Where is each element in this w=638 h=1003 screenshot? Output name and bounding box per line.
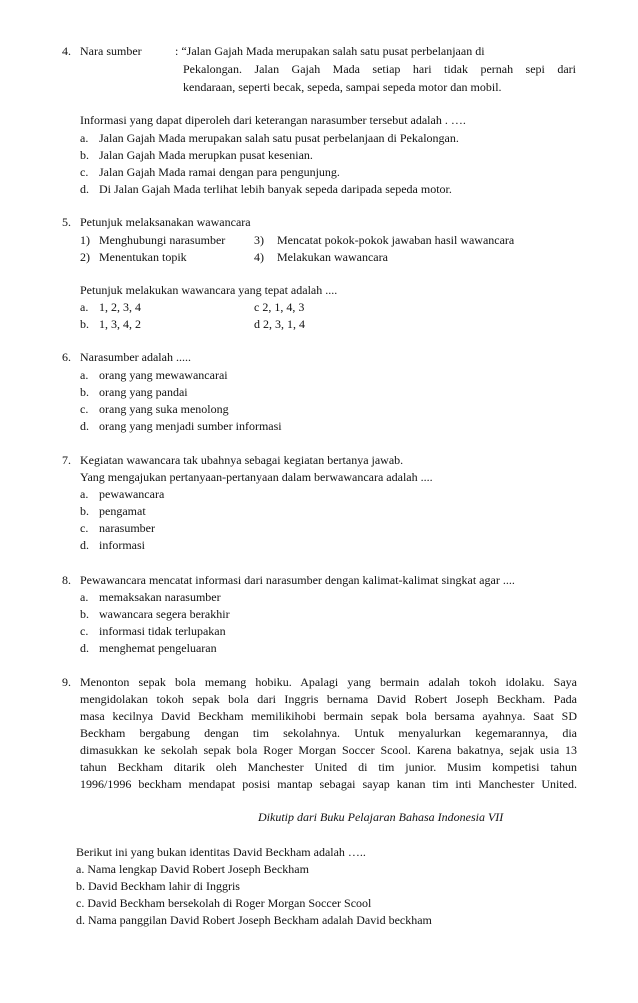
option-text: 1, 2, 3, 4: [99, 300, 141, 314]
question-intro: Petunjuk melaksanakan wawancara: [80, 215, 251, 229]
option-text: b. David Beckham lahir di Inggris: [76, 879, 240, 893]
option-text: memaksakan narasumber: [99, 590, 221, 604]
step-number: 1): [80, 233, 90, 247]
question-number: 4.: [62, 44, 71, 58]
question-number: 5.: [62, 215, 71, 229]
option-text: orang yang suka menolong: [99, 402, 229, 416]
option-text: Jalan Gajah Mada merupkan pusat kesenian.: [99, 148, 313, 162]
quote-line: : “Jalan Gajah Mada merupakan salah satu pusat perbelanjaan di: [175, 44, 485, 58]
question-text: Berikut ini yang bukan identitas David Beckham adalah …..: [76, 845, 366, 859]
question-number: 6.: [62, 350, 71, 364]
option-letter: b.: [80, 385, 89, 399]
option-text: pengamat: [99, 504, 146, 518]
option-letter: b.: [80, 317, 89, 331]
option-letter: d.: [80, 538, 89, 552]
paragraph-line: mengidolakan tokoh sepak bola dari Inggris bernama David Robert Joseph Beckham. Pada: [80, 692, 577, 706]
option-text: Jalan Gajah Mada ramai dengan para pengunjung.: [99, 165, 340, 179]
option-letter: b.: [80, 607, 89, 621]
option-text: c. David Beckham bersekolah di Roger Morgan Soccer Scool: [76, 896, 372, 910]
option-text: orang yang mewawancarai: [99, 368, 228, 382]
paragraph-line: masa kecilnya David Beckham memilikihobi bermain sepak bola bersama ayahnya. Saat SD: [80, 709, 577, 723]
option-text: informasi tidak terlupakan: [99, 624, 226, 638]
question-text: Kegiatan wawancara tak ubahnya sebagai kegiatan bertanya jawab.: [80, 453, 404, 467]
question-text: Petunjuk melakukan wawancara yang tepat adalah ....: [80, 283, 338, 297]
option-letter: b.: [80, 148, 89, 162]
step-text: Menghubungi narasumber: [99, 233, 226, 247]
option-text: pewawancara: [99, 487, 165, 501]
question-text: Narasumber adalah .....: [80, 350, 191, 364]
option-letter: a.: [80, 590, 89, 604]
option-text: narasumber: [99, 521, 155, 535]
paragraph-line: Beckham bergabung dengan tim sekolahnya. Untuk menyalurkan kegemarannya, dia: [80, 726, 577, 740]
step-number: 3): [254, 233, 264, 247]
step-number: 4): [254, 250, 264, 264]
option-letter: d.: [80, 182, 89, 196]
quote-line: Pekalongan. Jalan Gajah Mada setiap hari tidak pernah sepi dari: [183, 62, 576, 76]
option-text: a. Nama lengkap David Robert Joseph Beckham: [76, 862, 309, 876]
question-number: 9.: [62, 675, 71, 689]
option-letter: c.: [80, 624, 89, 638]
option-letter: b.: [80, 504, 89, 518]
option-letter: a.: [80, 131, 89, 145]
question-text: Pewawancara mencatat informasi dari narasumber dengan kalimat-kalimat singkat agar ....: [80, 573, 515, 587]
option-text: d 2, 3, 1, 4: [254, 317, 305, 331]
step-text: Menentukan topik: [99, 250, 187, 264]
option-text: orang yang menjadi sumber informasi: [99, 419, 282, 433]
quote-line: kendaraan, seperti becak, sepeda, sampai sepeda motor dan mobil.: [183, 80, 502, 94]
option-letter: d.: [80, 419, 89, 433]
question-number: 8.: [62, 573, 71, 587]
paragraph-line: dimasukkan ke sekolah sepak bola Roger Morgan Soccer Scool. Karena bakatnya, sejak usia 13: [80, 743, 577, 757]
step-text: Melakukan wawancara: [277, 250, 388, 264]
option-text: d. Nama panggilan David Robert Joseph Beckham adalah David beckham: [76, 913, 432, 927]
option-text: 1, 3, 4, 2: [99, 317, 141, 331]
question-text: Informasi yang dapat diperoleh dari keterangan narasumber tersebut adalah . ….: [80, 113, 466, 127]
option-letter: c.: [80, 521, 89, 535]
source-citation: Dikutip dari Buku Pelajaran Bahasa Indonesia VII: [258, 810, 504, 824]
step-number: 2): [80, 250, 90, 264]
option-text: c 2, 1, 4, 3: [254, 300, 305, 314]
option-letter: c.: [80, 165, 89, 179]
option-text: menghemat pengeluaran: [99, 641, 217, 655]
option-text: Di Jalan Gajah Mada terlihat lebih banyak sepeda daripada sepeda motor.: [99, 182, 452, 196]
option-text: orang yang pandai: [99, 385, 188, 399]
paragraph-line: tahun Beckham ditarik oleh Manchester United di tim junior. Musim kompetisi tahun: [80, 760, 577, 774]
paragraph-line: Menonton sepak bola memang hobiku. Apalagi yang bermain adalah tokoh idolaku. Saya: [80, 675, 577, 689]
option-letter: d.: [80, 641, 89, 655]
option-letter: a.: [80, 300, 89, 314]
source-label: Nara sumber: [80, 44, 142, 58]
paragraph-line: 1996/1996 beckham mendapat posisi mantap sebagai sayap kanan tim inti Manchester United.: [80, 777, 577, 791]
option-text: informasi: [99, 538, 145, 552]
option-letter: a.: [80, 368, 89, 382]
option-letter: c.: [80, 402, 89, 416]
option-letter: a.: [80, 487, 89, 501]
option-text: Jalan Gajah Mada merupakan salah satu pusat perbelanjaan di Pekalongan.: [99, 131, 459, 145]
option-text: wawancara segera berakhir: [99, 607, 230, 621]
question-text: Yang mengajukan pertanyaan-pertanyaan dalam berwawancara adalah ....: [80, 470, 433, 484]
step-text: Mencatat pokok-pokok jawaban hasil wawancara: [277, 233, 515, 247]
question-number: 7.: [62, 453, 71, 467]
